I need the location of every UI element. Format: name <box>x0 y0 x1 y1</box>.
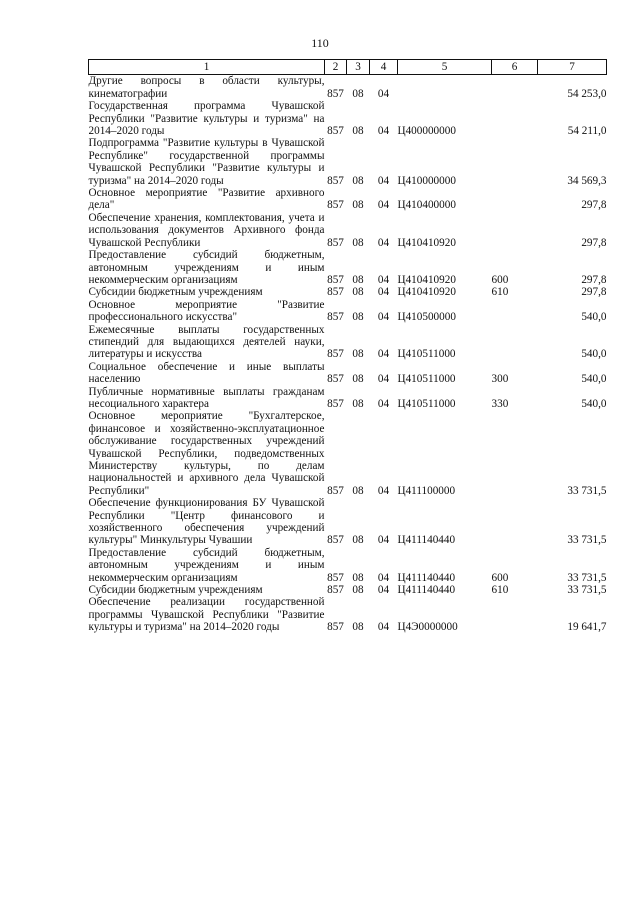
row-name: Основное мероприятие "Развитие архивного дела" <box>88 187 325 212</box>
table-header <box>89 60 607 75</box>
header-row <box>89 60 607 75</box>
row-amount: 297,8 <box>581 286 607 299</box>
row-subsection-code: 04 <box>377 174 390 187</box>
row-name: Другие вопросы в области культуры, кинематографии <box>88 75 325 100</box>
row-amount: 540,0 <box>581 397 607 410</box>
row-section-code: 08 <box>352 534 364 547</box>
table-row <box>89 187 607 212</box>
row-ved-code: 857 <box>327 621 344 634</box>
row-subsection-code: 04 <box>377 571 390 584</box>
row-amount: 19 641,7 <box>567 621 607 634</box>
row-expense-type <box>492 212 538 249</box>
row-subsection-code: 04 <box>377 87 390 100</box>
row-section-code: 08 <box>352 373 364 386</box>
table-row <box>89 100 607 137</box>
row-section-code: 08 <box>352 621 364 634</box>
table-row <box>89 596 607 633</box>
row-target-code: Ц410511000 <box>397 348 456 361</box>
row-expense-type: 600 <box>491 571 509 584</box>
row-amount: 54 211,0 <box>567 125 607 138</box>
row-section-code: 08 <box>352 584 364 597</box>
row-target-code: Ц411100000 <box>397 484 456 497</box>
table-row <box>89 584 607 596</box>
header-col-7: 7 <box>538 60 607 75</box>
table-row <box>89 324 607 361</box>
row-target-code: Ц410511000 <box>397 397 456 410</box>
row-target-code <box>398 75 492 100</box>
table-row <box>89 286 607 298</box>
row-expense-type: 330 <box>491 397 509 410</box>
row-name: Обеспечение реализации государственной программы Чувашской Республики "Развитие культуры и туризма" на 2014–2020 годы <box>88 596 325 634</box>
row-expense-type <box>492 324 538 361</box>
row-expense-type: 610 <box>491 286 509 299</box>
row-subsection-code: 04 <box>377 397 390 410</box>
row-ved-code: 857 <box>327 348 344 361</box>
row-expense-type: 610 <box>491 584 509 597</box>
table-row <box>89 361 607 386</box>
row-expense-type <box>492 596 538 633</box>
row-target-code: Ц411140440 <box>397 584 456 597</box>
row-section-code: 08 <box>352 273 364 286</box>
row-section-code: 08 <box>352 484 364 497</box>
row-amount: 54 253,0 <box>567 87 607 100</box>
row-target-code: Ц410511000 <box>397 373 456 386</box>
row-target-code: Ц400000000 <box>397 125 456 138</box>
row-amount: 297,8 <box>581 199 607 212</box>
header-col-2: 2 <box>325 60 347 75</box>
row-subsection-code: 04 <box>377 484 390 497</box>
row-target-code: Ц410500000 <box>397 311 456 324</box>
row-subsection-code: 04 <box>377 534 390 547</box>
row-amount: 297,8 <box>581 236 607 249</box>
row-subsection-code: 04 <box>377 199 390 212</box>
header-col-6: 6 <box>492 60 538 75</box>
row-expense-type <box>492 299 538 324</box>
row-name: Подпрограмма "Развитие культуры в Чувашской Республике" государственной программы Чувашской Республики "Развитие культуры и туризма" на 2014–2020 годы <box>88 137 325 187</box>
row-ved-code: 857 <box>327 174 344 187</box>
row-target-code: Ц410400000 <box>397 199 456 212</box>
table-row <box>89 299 607 324</box>
table-row <box>89 386 607 411</box>
row-target-code: Ц411140440 <box>397 534 456 547</box>
row-ved-code: 857 <box>327 87 344 100</box>
row-section-code: 08 <box>352 174 364 187</box>
row-name: Предоставление субсидий бюджетным, автономным учреждениям и иным некоммерческим организациям <box>88 546 325 584</box>
header-col-4: 4 <box>370 60 398 75</box>
row-section-code: 08 <box>352 348 364 361</box>
table-row <box>89 137 607 187</box>
row-amount: 34 569,3 <box>567 174 607 187</box>
row-name: Обеспечение функционирования БУ Чувашской Республики "Центр финансового и хозяйственного обеспечения учреждений культуры" Минкультуры Чувашии <box>88 497 325 547</box>
header-col-5: 5 <box>398 60 492 75</box>
table-row <box>89 547 607 584</box>
row-section-code: 08 <box>352 571 364 584</box>
row-target-code: Ц410000000 <box>397 174 456 187</box>
row-section-code: 08 <box>352 87 364 100</box>
row-name: Публичные нормативные выплаты гражданам несоциального характера <box>88 385 325 410</box>
row-expense-type <box>492 100 538 137</box>
row-ved-code: 857 <box>327 286 344 299</box>
row-subsection-code: 04 <box>377 286 390 299</box>
row-subsection-code: 04 <box>377 348 390 361</box>
row-name: Обеспечение хранения, комплектования, учета и использования документов Архивного фонда Чувашской Республики <box>88 211 325 249</box>
row-ved-code: 857 <box>327 571 344 584</box>
row-ved-code: 857 <box>327 484 344 497</box>
row-amount: 297,8 <box>581 273 607 286</box>
row-section-code: 08 <box>352 125 364 138</box>
row-section-code: 08 <box>352 199 364 212</box>
table-row <box>89 410 607 497</box>
row-name: Основное мероприятие "Бухгалтерское, финансовое и хозяйственно-эксплуатационное обслуживание государственных учреждений Чувашской Республики, подведомственных Министерству культуры, по делам национальностей и архивного дела Чувашской Республики" <box>88 410 325 497</box>
row-ved-code: 857 <box>327 584 344 597</box>
row-subsection-code: 04 <box>377 584 390 597</box>
row-amount: 33 731,5 <box>567 534 607 547</box>
row-name: Субсидии бюджетным учреждениям <box>88 286 263 299</box>
row-section-code: 08 <box>352 236 364 249</box>
row-target-code: Ц410410920 <box>397 236 456 249</box>
row-amount: 33 731,5 <box>567 484 607 497</box>
table-row <box>89 497 607 547</box>
row-subsection-code: 04 <box>377 373 390 386</box>
row-name: Государственная программа Чувашской Республики "Развитие культуры и туризма" на 2014–2020 годы <box>88 100 325 138</box>
row-ved-code: 857 <box>327 373 344 386</box>
row-subsection-code: 04 <box>377 273 390 286</box>
row-amount: 540,0 <box>581 348 607 361</box>
row-ved-code: 857 <box>327 236 344 249</box>
row-expense-type <box>492 497 538 547</box>
budget-table <box>88 59 607 634</box>
row-expense-type <box>492 410 538 497</box>
row-ved-code: 857 <box>327 125 344 138</box>
row-amount: 33 731,5 <box>567 584 607 597</box>
row-name: Социальное обеспечение и иные выплаты населению <box>88 360 325 386</box>
row-ved-code: 857 <box>327 273 344 286</box>
page-number: 110 <box>311 36 329 50</box>
row-subsection-code: 04 <box>377 236 390 249</box>
row-amount: 540,0 <box>581 311 607 324</box>
row-expense-type <box>492 75 538 100</box>
row-ved-code: 857 <box>327 311 344 324</box>
row-subsection-code: 04 <box>377 311 390 324</box>
row-target-code: Ц4Э0000000 <box>397 621 458 634</box>
row-target-code: Ц411140440 <box>397 571 456 584</box>
row-amount: 540,0 <box>581 373 607 386</box>
row-name: Основное мероприятие "Развитие профессионального искусства" <box>88 298 325 324</box>
row-expense-type <box>492 137 538 187</box>
row-expense-type: 300 <box>491 373 509 386</box>
row-expense-type <box>492 187 538 212</box>
row-amount: 33 731,5 <box>567 571 607 584</box>
row-section-code: 08 <box>352 286 364 299</box>
row-section-code: 08 <box>352 311 364 324</box>
header-col-1: 1 <box>89 60 325 75</box>
row-name: Предоставление субсидий бюджетным, автономным учреждениям и иным некоммерческим организациям <box>88 249 325 286</box>
row-target-code: Ц410410920 <box>397 273 456 286</box>
table-row <box>89 212 607 249</box>
row-ved-code: 857 <box>327 397 344 410</box>
row-section-code: 08 <box>352 397 364 410</box>
row-subsection-code: 04 <box>377 125 390 138</box>
table-body <box>89 75 607 634</box>
row-expense-type: 600 <box>491 273 509 286</box>
row-name: Субсидии бюджетным учреждениям <box>88 584 263 597</box>
row-subsection-code: 04 <box>377 621 390 634</box>
row-target-code: Ц410410920 <box>397 286 456 299</box>
row-name: Ежемесячные выплаты государственных стипендий для выдающихся деятелей науки, литературы и искусства <box>88 323 325 361</box>
row-ved-code: 857 <box>327 199 344 212</box>
row-ved-code: 857 <box>327 534 344 547</box>
header-col-3: 3 <box>347 60 370 75</box>
table-row <box>89 75 607 100</box>
table-row <box>89 249 607 286</box>
